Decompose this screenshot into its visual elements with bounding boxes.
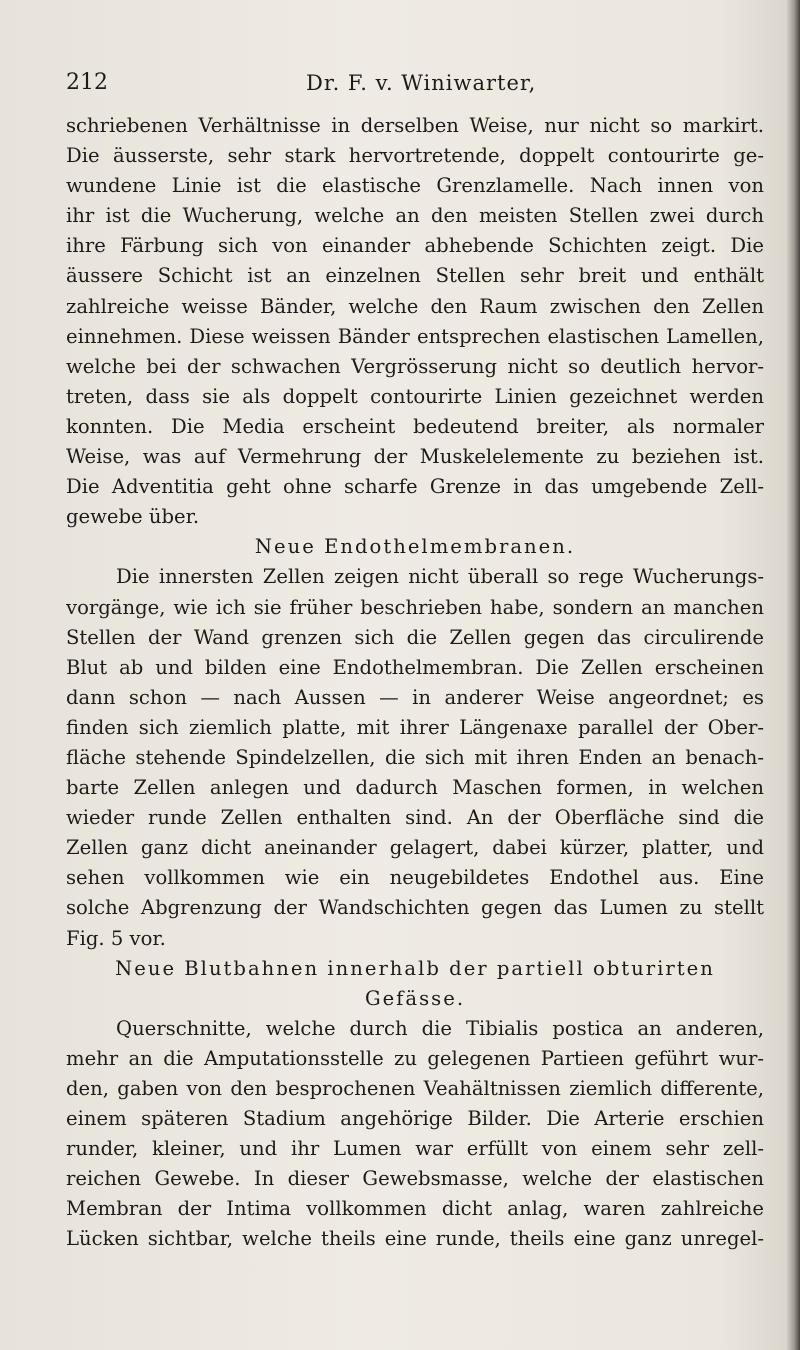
text-line: Fig. 5 vor. (66, 926, 166, 950)
text-line: finden sich ziemlich platte, mit ihrer Längenaxe parallel der Ober- (66, 715, 764, 739)
text-line: konnten. Die Media erscheint bedeutend breiter, als normaler (66, 414, 764, 438)
running-head: Dr. F. v. Winiwarter, (306, 71, 537, 95)
text-line: reichen Gewebe. In dieser Gewebsmasse, welche der elastischen (66, 1167, 764, 1191)
text-line: Die Adventitia geht ohne scharfe Grenze in das umgebende Zell- (66, 475, 764, 499)
text-line: ihre Färbung sich von einander abhebende Schichten zeigt. Die (66, 234, 764, 258)
text-line: solche Abgrenzung der Wandschichten gegen das Lumen zu stellt (66, 896, 764, 920)
page-number: 212 (66, 70, 108, 95)
text-line: wundene Linie ist die elastische Grenzlamelle. Nach innen von (66, 174, 764, 198)
page-header (66, 66, 746, 100)
text-line: Membran der Intima vollkommen dicht anlag, waren zahlreiche (66, 1197, 764, 1221)
text-line: gewebe über. (66, 505, 200, 529)
text-line: fläche stehende Spindelzellen, die sich mit ihren Enden an benach- (66, 745, 764, 769)
text-line: ihr ist die Wucherung, welche an den meisten Stellen zwei durch (66, 204, 764, 228)
text-line: Zellen ganz dicht aneinander gelagert, dabei kürzer, platter, und (66, 836, 764, 860)
text-line: Weise, was auf Vermehrung der Muskelelemente zu beziehen ist. (66, 445, 764, 469)
text-line: Lücken sichtbar, welche theils eine runde, theils eine ganz unregel- (66, 1227, 764, 1251)
text-line: wieder runde Zellen enthalten sind. An der Oberfläche sind die (66, 806, 764, 830)
text-line: äussere Schicht ist an einzelnen Stellen sehr breit und enthält (66, 264, 764, 288)
text-line: Die innersten Zellen zeigen nicht überall so rege Wucherungs- (116, 565, 764, 589)
text-line: den, gaben von den besprochenen Veahältnissen ziemlich differente, (66, 1077, 764, 1100)
text-line: zahlreiche weisse Bänder, welche den Raum zwischen den Zellen (66, 294, 764, 318)
text-line: Stellen der Wand grenzen sich die Zellen gegen das circulirende (66, 625, 764, 649)
text-line: einem späteren Stadium angehörige Bilder. Die Arterie erschien (66, 1107, 764, 1131)
section-heading: Neue Endothelmembranen. (254, 535, 576, 559)
text-line: vorgänge, wie ich sie früher beschrieben habe, sondern an manchen (66, 595, 764, 619)
page-edge-shadow (786, 0, 800, 1350)
section-heading: Neue Blutbahnen innerhalb der partiell obturirten (115, 956, 715, 980)
text-line: dann schon — nach Aussen — in anderer Weise angeordnet; es (66, 685, 764, 709)
text-line: sehen vollkommen wie ein neugebildetes Endothel aus. Eine (66, 866, 764, 890)
text-line: welche bei der schwachen Vergrösserung nicht so deutlich hervor- (66, 354, 764, 378)
text-line: runder, kleiner, und ihr Lumen war erfüllt von einem sehr zell- (66, 1137, 764, 1161)
text-line: Die äusserste, sehr stark hervortretende, doppelt contourirte ge- (66, 144, 764, 168)
text-line: schriebenen Verhältnisse in derselben Weise, nur nicht so markirt. (66, 114, 764, 137)
text-line: treten, dass sie als doppelt contourirte Linien gezeichnet werden (66, 384, 764, 408)
text-line: einnehmen. Diese weissen Bänder entsprechen elastischen Lamellen, (66, 324, 764, 348)
body-text (66, 111, 764, 1255)
text-line: Blut ab und bilden eine Endothelmembran. Die Zellen erscheinen (66, 655, 764, 679)
text-line: mehr an die Amputationsstelle zu gelegenen Partieen geführt wur- (66, 1046, 764, 1070)
text-line: barte Zellen anlegen und dadurch Maschen formen, in welchen (66, 776, 764, 800)
section-heading-continued: Gefässe. (364, 986, 466, 1010)
text-line: Querschnitte, welche durch die Tibialis postica an anderen, (116, 1016, 764, 1040)
